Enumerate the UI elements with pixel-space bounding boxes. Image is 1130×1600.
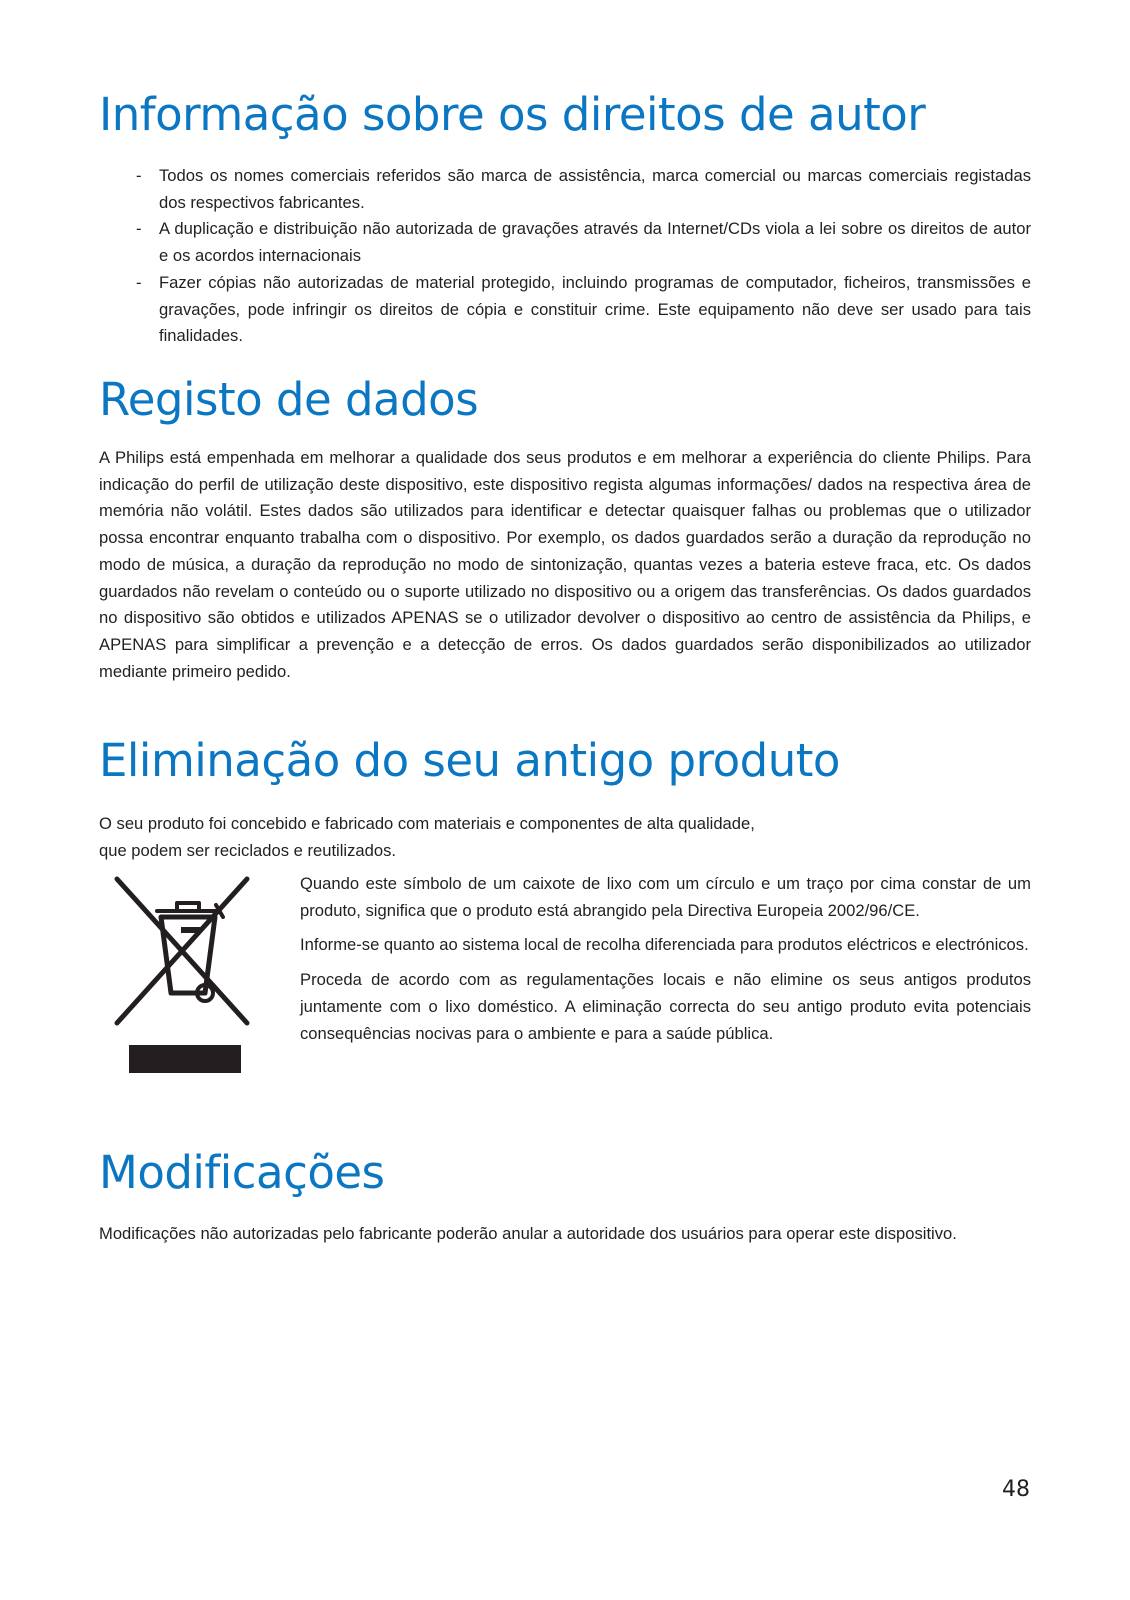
disposal-paragraph: Quando este símbolo de um caixote de lixo com um círculo e um traço por cima constar de um produto, significa que o produto está abrangido pela Directiva Europeia 2002/96/CE. [300,874,1031,920]
disposal-intro: O seu produto foi concebido e fabricado com materiais e componentes de alta qualidade, que podem ser reciclados e reutilizados. [99,814,755,860]
copyright-list [99,163,1031,350]
list-item: - Fazer cópias não autorizadas de material protegido, incluindo programas de computador, ficheiros, transmissões e gravações, pode infringir os direitos de cópia e constituir crime. Este equipamento não deve ser usado para tais finalidades. [99,270,1031,350]
list-item: - A duplicação e distribuição não autorizada de gravações através da Internet/CDs viola a lei sobre os direitos de autor e os acordos internacionais [99,216,1031,269]
dash-marker: - [136,219,142,239]
disposal-paragraph: Proceda de acordo com as regulamentações locais e não elimine os seus antigos produtos juntamente com o lixo doméstico. A eliminação correcta do seu antigo produto evita potenciais consequências nocivas para o ambiente e para a saúde pública. [300,970,1031,1043]
modifications-body: Modificações não autorizadas pelo fabricante poderão anular a autoridade dos usuários para operar este dispositivo. [99,1224,957,1243]
disposal-heading: Eliminação do seu antigo produto [99,734,840,787]
list-item: - Todos os nomes comerciais referidos são marca de assistência, marca comercial ou marcas comerciais registadas dos respectivos fabricantes. [99,163,1031,216]
disposal-text [300,871,1031,1055]
dash-marker: - [136,272,142,292]
disposal-paragraph: Informe-se quanto ao sistema local de recolha diferenciada para produtos eléctricos e electrónicos. [300,935,1029,955]
page-number: 48 [1002,1477,1030,1502]
copyright-heading: Informação sobre os direitos de autor [99,88,926,141]
data-logging-heading: Registo de dados [99,373,479,426]
modifications-heading: Modificações [99,1146,385,1199]
dash-marker: - [136,166,142,185]
data-logging-body: A Philips está empenhada em melhorar a qualidade dos seus produtos e em melhorar a experiência do cliente Philips. Para indicação do perfil de utilização deste dispositivo, este dispositivo regista algumas informações/ dados na respectiva área de memória não volátil. Estes dados são utilizados para identificar e detectar quaisquer falhas ou problemas que o utilizador possa encontrar enquanto trabalha com o dispositivo. Por exemplo, os dados guardados serão a duração da reprodução no modo de música, a duração da reprodução no modo de sintonização, quantas vezes a bateria esteve fraca, etc. Os dados guardados não revelam o conteúdo ou o suporte utilizado no dispositivo ou a origem das transferências. Os dados guardados no dispositivo são obtidos e utilizados APENAS se o utilizador devolver o dispositivo ao centro de assistência da Philips, e APENAS para simplificar a prevenção e a detecção de erros. Os dados guardados serão disponibilizados ao utilizador mediante primeiro pedido. [99,448,1031,681]
weee-crossed-bin-icon [113,875,253,1085]
